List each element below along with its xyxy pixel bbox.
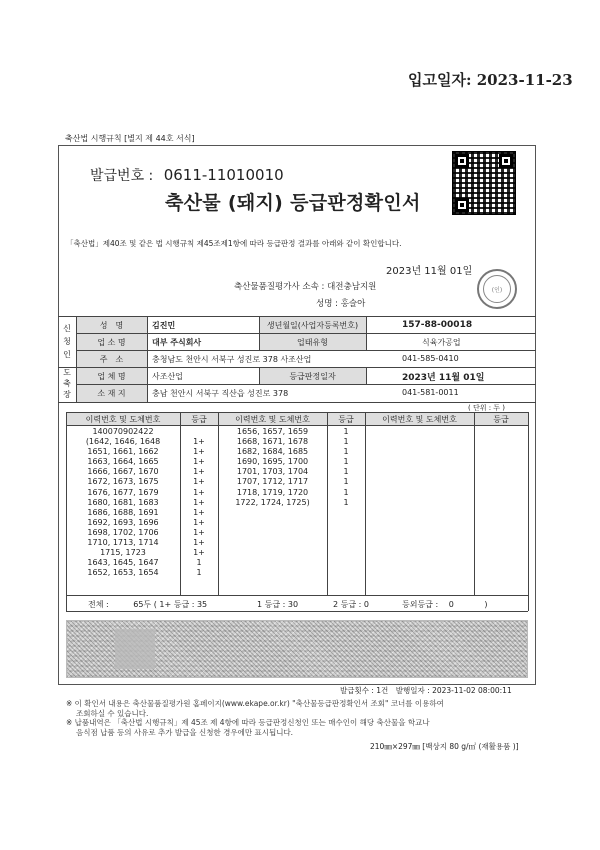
carcass-id-cell-5: 1672, 1673, 1675 — [87, 477, 159, 487]
carcass-id-cell-col2-4: 1701, 1703, 1704 — [236, 467, 309, 477]
footer-notes — [66, 699, 444, 737]
carcass-id-cell-col2-3: 1690, 1695, 1700 — [236, 457, 309, 467]
grade-cell-col2-5: 1 — [343, 477, 349, 487]
evaluator-name-value: 홍슬아 — [340, 299, 366, 309]
total-count — [88, 599, 207, 610]
grade-cell-7: 1+ — [193, 497, 205, 507]
biztype-value: 식육가공업 — [422, 338, 461, 347]
grade-2-count — [333, 599, 369, 610]
address-label: 주 소 — [99, 355, 124, 364]
grade-cell-4: 1+ — [193, 467, 205, 477]
issue-number-value: 0611-11010010 — [163, 166, 284, 184]
applicant-birth: 157-88-00018 — [402, 320, 473, 330]
grade-cell-13: 1 — [196, 558, 202, 568]
unit-note: ( 단위 : 두 ) — [468, 404, 506, 412]
grade-1plus-value: 35 — [196, 600, 208, 609]
grade-1-value: 30 — [287, 600, 299, 609]
security-pattern — [66, 620, 528, 678]
location-label: 소 재 지 — [97, 389, 126, 398]
column-2-carcass-ids — [218, 427, 327, 508]
grade-cell-col2-0: 1 — [343, 427, 349, 436]
total-label: 전체 : — [88, 600, 109, 609]
applicant-address: 충청남도 천안시 서북구 성진로 378 사조산업 — [152, 355, 312, 364]
document-title: 축산물 (돼지) 등급판정확인서 — [165, 192, 421, 214]
table-header-id-1: 이력번호 및 도체번호 — [85, 415, 161, 424]
grade-cell-col2-7: 1 — [343, 497, 349, 507]
carcass-id-cell-7: 1680, 1681, 1683 — [87, 497, 159, 507]
applicant-name-label: 성 명 — [99, 321, 124, 330]
grade-cell-3: 1+ — [193, 457, 205, 467]
table-header-grade-2: 등급 — [338, 415, 354, 424]
carcass-id-cell-8: 1686, 1688, 1691 — [87, 507, 159, 517]
statement-text: 「축산법」제40조 및 같은 법 시행규칙 제45조제1항에 따라 등급판정 결과를 아래와 같이 확인합니다. — [66, 239, 402, 248]
form-reference: 축산법 시행규칙 [별지 제 44호 서식] — [65, 134, 195, 143]
grade-2-label: 2 등급 : — [333, 600, 362, 609]
footer-note-1: ※ 이 확인서 내용은 축산물품질평가원 홈페이지(www.ekape.or.kr) "축산물등급판정확인서 조회" 코너를 이용하여 — [66, 699, 444, 708]
grading-date-label: 등급판정일자 — [289, 372, 336, 381]
grade-1-label: 1 등급 : — [257, 600, 286, 609]
grade-cell-5: 1+ — [193, 477, 205, 487]
receipt-date — [408, 69, 573, 90]
grade-cell-col2-1: 1 — [343, 437, 349, 447]
grade-cell-col2-2: 1 — [343, 447, 349, 457]
grade-cell-0 — [180, 427, 218, 437]
grade-cell-9: 1+ — [193, 517, 205, 527]
carcass-id-cell-9: 1692, 1693, 1696 — [87, 517, 159, 527]
carcass-id-cell-col2-0: 1656, 1657, 1659 — [236, 427, 309, 436]
official-seal-icon: (인) — [477, 269, 517, 309]
grade-cell-2: 1+ — [193, 447, 205, 457]
biztype-label: 업태유형 — [297, 338, 328, 347]
column-1-carcass-ids — [66, 427, 180, 578]
off-grade-count — [402, 599, 487, 610]
carcass-id-cell-13: 1643, 1645, 1647 — [87, 558, 159, 568]
carcass-id-cell-11: 1710, 1713, 1714 — [87, 538, 159, 548]
grade-1plus-label: ( 1+ 등급 : — [153, 600, 195, 609]
applicant-birth-label: 생년월일(사업자등록번호) — [266, 321, 359, 330]
carcass-id-cell-col2-1: 1668, 1671, 1678 — [236, 437, 309, 447]
grade-cell-6: 1+ — [193, 487, 205, 497]
totals-close: ) — [484, 600, 488, 609]
column-2-grades — [327, 427, 365, 508]
evaluator-name-label: 성명 : — [316, 299, 338, 309]
grade-cell-col2-4: 1 — [343, 467, 349, 477]
table-header-id-3: 이력번호 및 도체번호 — [382, 415, 457, 424]
grade-cell-col2-3: 1 — [343, 457, 349, 467]
grade-2-value: 0 — [363, 600, 369, 609]
issue-date: 2023년 11월 01일 — [386, 266, 473, 277]
issue-number-label: 발급번호 : — [90, 168, 154, 184]
company-name: 대부 주식회사 — [152, 338, 202, 347]
carcass-id-cell-col2-2: 1682, 1684, 1685 — [236, 447, 309, 457]
table-header-grade-3: 등급 — [493, 415, 509, 424]
grade-1-count — [257, 599, 298, 610]
qr-code — [452, 151, 516, 215]
carcass-id-cell-col2-7: 1722, 1724, 1725) — [235, 497, 310, 507]
grade-cell-10: 1+ — [193, 527, 205, 537]
footer-note-2b: 음식점 납품 등의 사유로 추가 발급을 신청한 경우에만 표시됩니다. — [76, 727, 294, 737]
applicant-section-label: 신 청 인 — [63, 324, 71, 359]
issue-number — [90, 165, 284, 185]
carcass-id-cell-14: 1652, 1653, 1654 — [87, 568, 159, 578]
carcass-id-cell-6: 1676, 1677, 1679 — [87, 487, 159, 497]
carcass-id-cell-10: 1698, 1702, 1706 — [87, 527, 159, 537]
grade-cell-11: 1+ — [193, 538, 205, 548]
carcass-id-cell-col2-6: 1718, 1719, 1720 — [236, 487, 309, 497]
table-header-grade-1: 등급 — [191, 415, 207, 424]
grade-cell-1: 1+ — [193, 437, 205, 447]
carcass-id-cell-col2-5: 1707, 1712, 1717 — [236, 477, 309, 487]
slaughterhouse-name: 사조산업 — [152, 372, 183, 381]
slaughterhouse-name-label: 업 체 명 — [97, 372, 126, 381]
off-grade-value: 0 — [448, 600, 454, 609]
receipt-date-label: 입고일자: — [408, 71, 472, 89]
grade-cell-8: 1+ — [193, 507, 205, 517]
footer-note-1b: 조회하실 수 있습니다. — [76, 708, 149, 718]
slaughterhouse-section-label: 도 축 장 — [63, 368, 71, 399]
carcass-id-cell-12: 1715, 1723 — [100, 548, 146, 558]
total-value: 65두 — [133, 600, 152, 609]
issue-meta: 발급횟수 : 1건 발행일자 : 2023-11-02 08:00:11 — [340, 686, 512, 695]
applicant-phone: 041-585-0410 — [402, 354, 459, 363]
table-header-id-2: 이력번호 및 도체번호 — [235, 415, 310, 424]
watermark-stamp-icon — [115, 629, 155, 669]
receipt-date-value: 2023-11-23 — [476, 71, 573, 89]
carcass-id-cell-2: 1651, 1661, 1662 — [87, 447, 159, 457]
grade-cell-col2-6: 1 — [343, 487, 349, 497]
grade-cell-14: 1 — [196, 568, 202, 578]
slaughterhouse-address: 충남 천안시 서북구 직산읍 성진로 378 — [152, 389, 289, 398]
carcass-id-cell-3: 1663, 1664, 1665 — [87, 457, 159, 467]
paper-spec: 210㎜×297㎜ [백상지 80 g/㎡ (재활용품 )] — [370, 742, 519, 751]
footer-note-2: ※ 납품내역은 「축산법 시행규칙」제 45조 제 4항에 따라 등급판정신청인 또는 매수인이 해당 축산물을 학교나 — [66, 718, 430, 727]
slaughterhouse-phone: 041-581-0011 — [402, 388, 459, 397]
carcass-id-cell-0: 140070902422 — [92, 427, 154, 436]
grade-cell-12: 1+ — [193, 548, 205, 558]
evaluator-affiliation-value: 대전충남지원 — [327, 282, 377, 292]
evaluator-name — [316, 297, 365, 309]
evaluator-affiliation-label: 축산물품질평가사 소속 : — [234, 282, 325, 292]
off-grade-label: 등외등급 : — [402, 600, 439, 609]
evaluator-affiliation — [234, 280, 376, 292]
column-1-grades — [180, 427, 218, 578]
carcass-id-cell-4: 1666, 1667, 1670 — [87, 467, 159, 477]
company-label: 업 소 명 — [97, 338, 126, 347]
grading-date: 2023년 11월 01일 — [402, 373, 485, 383]
carcass-id-cell-1: (1642, 1646, 1648 — [85, 437, 161, 447]
applicant-name: 김진민 — [152, 321, 176, 330]
